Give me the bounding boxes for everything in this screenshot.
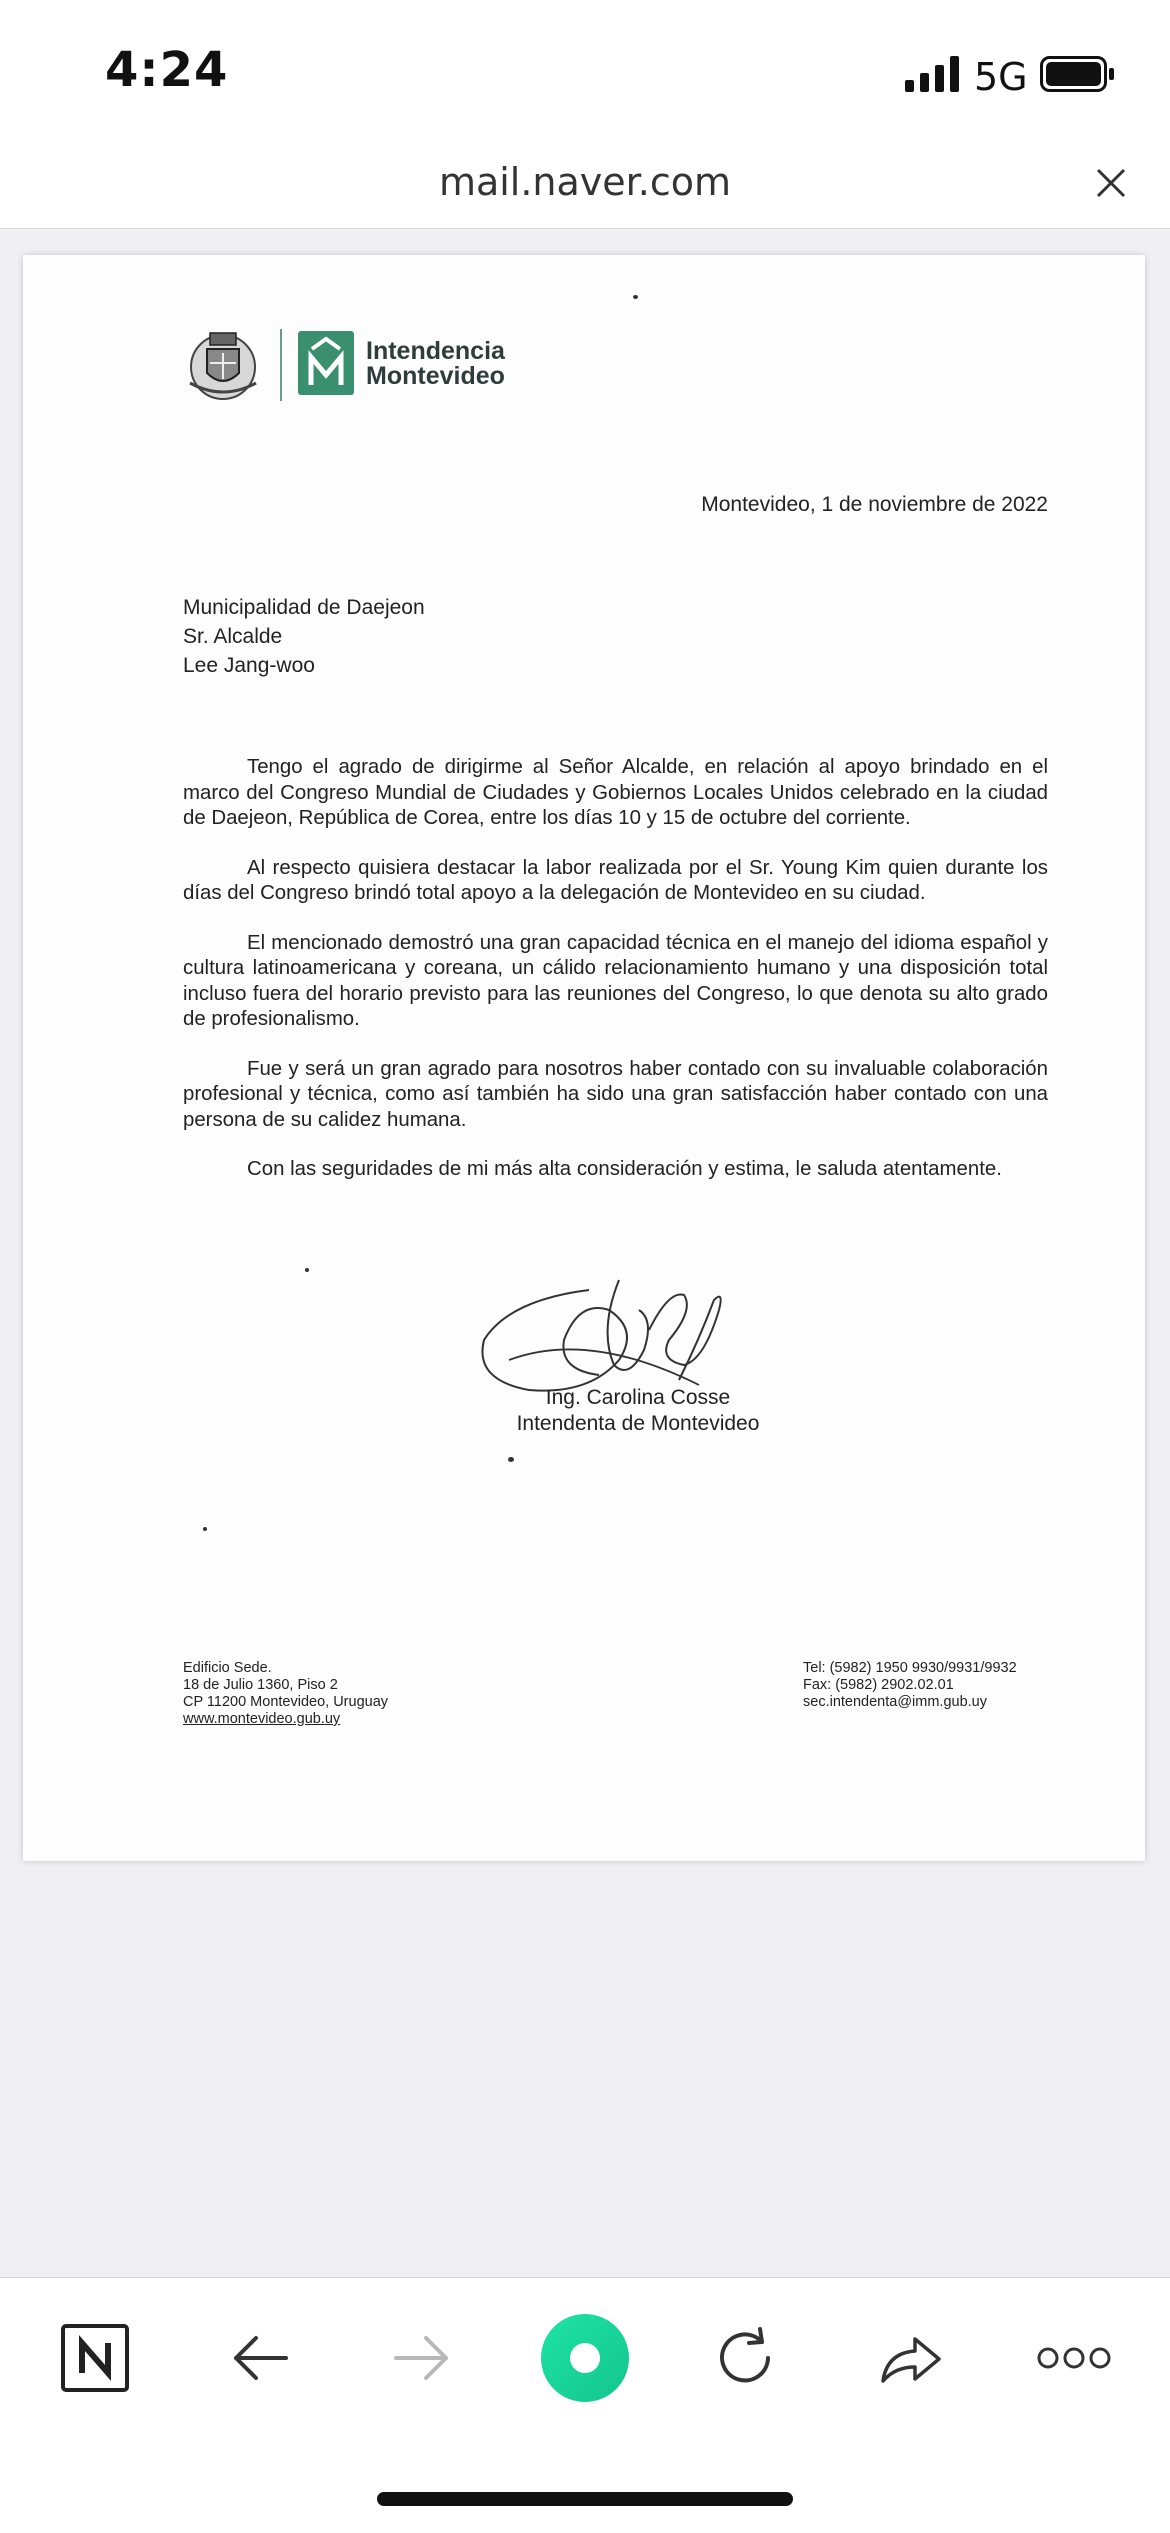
recipient-line: Sr. Alcalde [183,625,283,648]
back-button[interactable] [220,2318,300,2398]
browser-url-bar [0,140,1170,229]
footer-address [183,1660,388,1728]
footer-line: Tel: (5982) 1950 9930/9931/9932 [803,1660,1017,1676]
naver-n-icon [60,2323,130,2393]
body-paragraph: Al respecto quisiera destacar la labor realizada por el Sr. Young Kim quien durante los días del Congreso brindó total apoyo a la delegación de Montevideo en su ciudad. [183,856,1048,904]
footer-line: Edificio Sede. [183,1660,272,1676]
recipient-line: Municipalidad de Daejeon [183,596,425,619]
logo-text-line2: Montevideo [366,362,505,390]
close-icon[interactable] [1094,166,1128,200]
footer-line: Fax: (5982) 2902.02.01 [803,1677,954,1693]
green-dot-icon [540,2313,630,2403]
signer-name: Ing. Carolina Cosse [545,1386,731,1409]
coat-of-arms-icon [180,323,266,403]
footer-line: sec.intendenta@imm.gub.uy [803,1694,987,1710]
footer-line: 18 de Julio 1360, Piso 2 [183,1677,338,1693]
more-button[interactable] [1034,2318,1114,2398]
signer-block [423,1385,853,1437]
scan-speck [508,1457,514,1462]
reload-button[interactable] [705,2318,785,2398]
footer-website-link[interactable]: www.montevideo.gub.uy [183,1711,341,1727]
letter-date: Montevideo, 1 de noviembre de 2022 [701,493,1048,516]
reload-icon [710,2323,780,2393]
signer-title: Intendenta de Montevideo [516,1412,760,1435]
body-paragraph: Fue y será un gran agrado para nosotros haber contado con su invaluable colaboración profesional y técnica, como así también ha sido una gran satisfacción haber contado con una persona de su calidez humana. [183,1057,1048,1131]
naver-home-button[interactable] [55,2318,135,2398]
letter-page [23,255,1145,1861]
more-icon [1036,2343,1112,2373]
scan-speck [633,295,638,299]
body-paragraph: Tengo el agrado de dirigirme al Señor Alcalde, en relación al apoyo brindado en el marco del Congreso Mundial de Ciudades y Gobiernos Locales Unidos celebrado en la ciudad de Daejeon, República de Corea, entre los días 10 y 15 de octubre del corriente. [183,756,1048,829]
scan-speck [305,1268,309,1272]
network-type: 5G [974,55,1028,99]
recipient-line: Lee Jang-woo [183,654,315,677]
logo-text-line1: Intendencia [366,337,505,365]
home-indicator[interactable] [377,2492,793,2506]
logo-text [366,339,505,389]
letter-body [183,755,1048,1207]
footer-line: CP 11200 Montevideo, Uruguay [183,1694,389,1710]
status-bar [0,0,1170,140]
body-paragraph: El mencionado demostró una gran capacidad técnica en el manejo del idioma español y cultura latinoamericana y coreana, un cálido relacionamiento humano y una disposición total incluso fuera del horario previsto para las reuniones del Congreso, lo que denota su alto grado de profesionalismo. [183,931,1048,1030]
share-button[interactable] [870,2318,950,2398]
battery-icon [1040,56,1116,92]
intendencia-logo [180,323,530,403]
share-icon [875,2323,945,2393]
montevideo-m-logo-icon [298,331,354,395]
footer-contact [803,1660,1017,1711]
logo-divider [280,329,282,401]
cellular-signal-icon [905,56,961,92]
url-text[interactable]: mail.naver.com [438,160,732,204]
back-arrow-icon [228,2326,292,2390]
scan-speck [203,1527,207,1531]
body-paragraph: Con las seguridades de mi más alta consideración y estima, le saluda atentamente. [247,1158,1002,1180]
status-time: 4:24 [105,42,229,98]
recipient-block [183,593,425,680]
forward-arrow-icon [390,2326,454,2390]
handwritten-signature [469,1270,759,1400]
forward-button[interactable] [382,2318,462,2398]
green-dot-button[interactable] [540,2313,630,2403]
